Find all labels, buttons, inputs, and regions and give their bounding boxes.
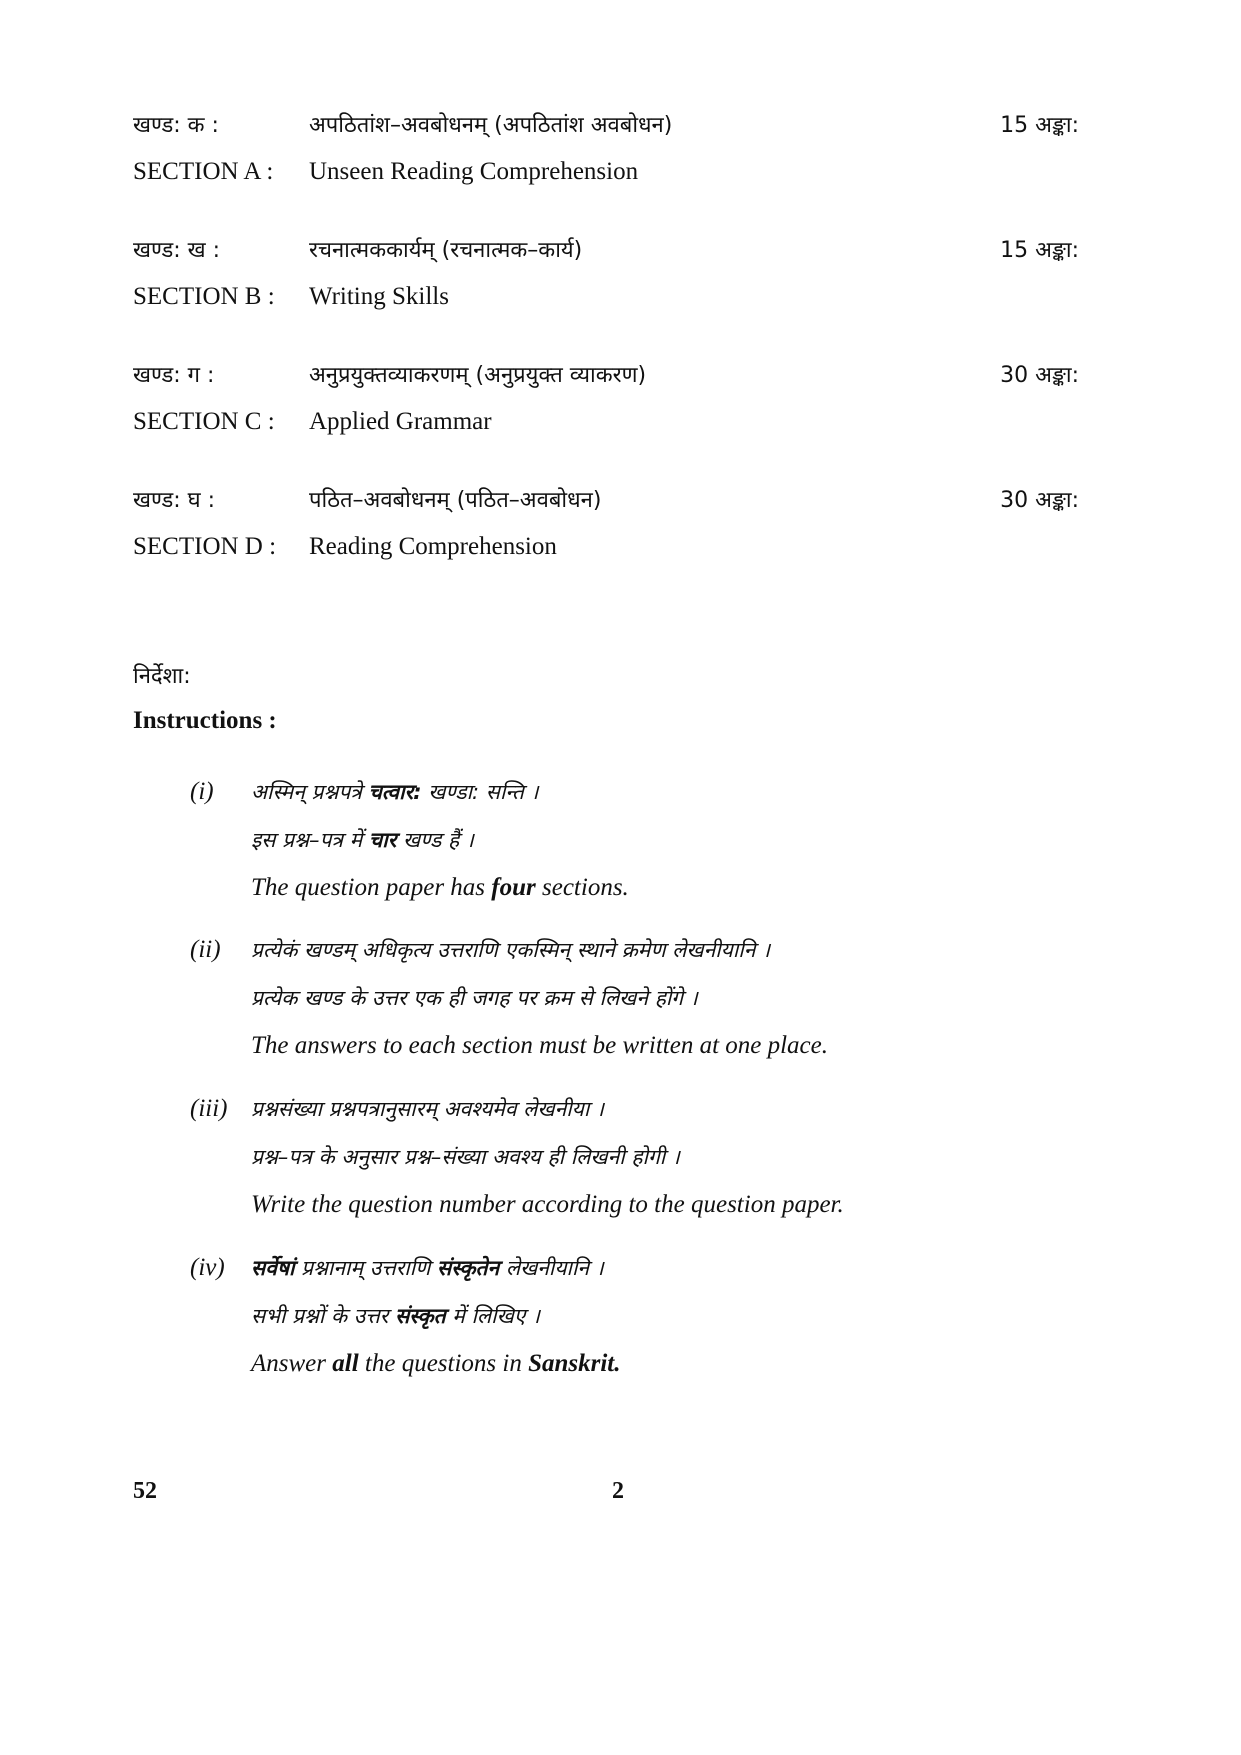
emphasis-text: all (332, 1350, 359, 1377)
section-d-english-title: Reading Comprehension (309, 533, 557, 560)
section-c-english-row (133, 399, 1093, 445)
instruction-number: (ii) (190, 936, 221, 963)
section-a-english-title: Unseen Reading Comprehension (309, 158, 639, 185)
emphasis-text: four (491, 874, 536, 901)
section-a-marks: 15 अङ्का: (1000, 113, 1079, 138)
text-run: इस प्रश्न–पत्र में (251, 828, 369, 852)
text-run: प्रश्नानाम् उत्तराणि (294, 1256, 438, 1280)
instruction-english-line: Write the question number according to the question paper. (251, 1191, 844, 1218)
section-c-english-label: SECTION C : (133, 408, 275, 435)
text-run: sections. (535, 874, 629, 901)
text-run: सभी प्रश्नों के उत्तर (251, 1304, 396, 1328)
instruction-number: (iii) (190, 1095, 228, 1122)
emphasis-text: Sanskrit. (528, 1350, 621, 1377)
section-c-hindi-row (133, 353, 1093, 399)
instruction-hindi-line: प्रश्न–पत्र के अनुसार प्रश्न–संख्या अवश्य ही लिखनी होगी । (251, 1145, 680, 1169)
instruction-hindi-line (251, 816, 1091, 864)
text-run: the questions in (358, 1350, 529, 1377)
instruction-number: (iv) (190, 1254, 225, 1281)
emphasis-text: संस्कृत (395, 1304, 446, 1328)
section-a-hindi-label: खण्ड: क : (133, 113, 219, 138)
section-b-english-label: SECTION B : (133, 283, 275, 310)
text-run: में लिखिए । (445, 1304, 540, 1328)
section-c-marks: 30 अङ्का: (1000, 363, 1079, 388)
section-b-hindi-row (133, 228, 1093, 274)
section-c-english-title: Applied Grammar (309, 408, 492, 435)
section-b-block (133, 228, 1093, 320)
text-run: Answer (251, 1350, 333, 1377)
text-run: लेखनीयानि । (499, 1256, 604, 1280)
paper-code: 52 (133, 1478, 157, 1504)
section-a-hindi-row (133, 103, 1093, 149)
instruction-hindi-line: प्रत्येक खण्ड के उत्तर एक ही जगह पर क्रम से लिखने होंगे । (251, 986, 698, 1010)
instruction-english-line (251, 1340, 1091, 1388)
section-a-english-row (133, 149, 1093, 195)
instructions-heading-hindi: निर्देशा: (133, 664, 191, 689)
section-a-block (133, 103, 1093, 195)
section-d-hindi-row (133, 478, 1093, 524)
section-d-hindi-title: पठित–अवबोधनम् (पठित–अवबोधन) (309, 488, 602, 513)
emphasis-text: चत्वार: (368, 780, 422, 804)
section-d-hindi-label: खण्ड: घ : (133, 488, 216, 513)
instructions-heading-english: Instructions : (133, 707, 277, 734)
section-b-hindi-label: खण्ड: ख : (133, 238, 221, 263)
instruction-sanskrit-line: प्रश्नसंख्या प्रश्नपत्रानुसारम् अवश्यमेव लेखनीया । (251, 1097, 604, 1121)
section-b-hindi-title: रचनात्मककार्यम् (रचनात्मक–कार्य) (309, 238, 583, 263)
instruction-sanskrit-line: प्रत्येकं खण्डम् अधिकृत्य उत्तराणि एकस्मिन् स्थाने क्रमेण लेखनीयानि । (251, 938, 771, 962)
text-run: खण्ड हैं । (396, 828, 474, 852)
section-c-block (133, 353, 1093, 445)
section-c-hindi-title: अनुप्रयुक्तव्याकरणम् (अनुप्रयुक्त व्याकरण) (309, 363, 647, 388)
section-b-marks: 15 अङ्का: (1000, 238, 1079, 263)
emphasis-text: सर्वेषां (251, 1256, 295, 1280)
section-b-english-title: Writing Skills (309, 283, 449, 310)
section-b-english-row (133, 274, 1093, 320)
section-d-marks: 30 अङ्का: (1000, 488, 1079, 513)
instruction-sanskrit-line (251, 1244, 1091, 1292)
emphasis-text: संस्कृतेन (437, 1256, 500, 1280)
text-run: The question paper has (251, 874, 492, 901)
text-run: अस्मिन् प्रश्नपत्रे (251, 780, 369, 804)
instruction-number: (i) (190, 778, 214, 805)
page-number: 2 (612, 1478, 624, 1504)
section-d-block (133, 478, 1093, 570)
instruction-hindi-line (251, 1292, 1091, 1340)
section-a-hindi-title: अपठितांश–अवबोधनम् (अपठितांश अवबोधन) (309, 113, 673, 138)
section-a-english-label: SECTION A : (133, 158, 274, 185)
section-d-english-label: SECTION D : (133, 533, 277, 560)
instruction-sanskrit-line (251, 768, 1091, 816)
instruction-english-line (251, 864, 1091, 912)
text-run: खण्डा: सन्ति । (421, 780, 539, 804)
instruction-english-line: The answers to each section must be written at one place. (251, 1032, 829, 1059)
section-d-english-row (133, 524, 1093, 570)
emphasis-text: चार (368, 828, 397, 852)
section-c-hindi-label: खण्ड: ग : (133, 363, 215, 388)
